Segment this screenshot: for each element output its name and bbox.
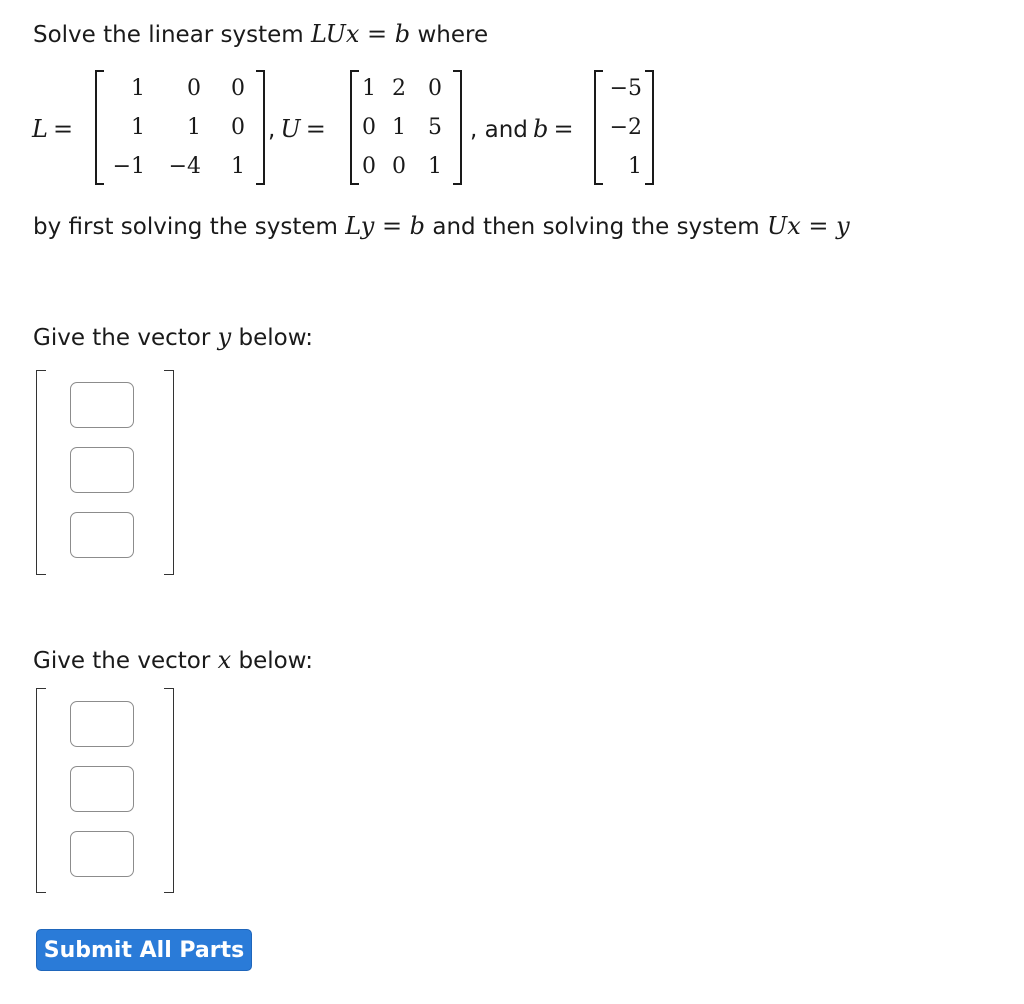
method-equation-1: Ly = b: [345, 212, 426, 240]
matrix-cell: −4: [168, 154, 201, 179]
equals-sign: =: [53, 115, 74, 143]
y3-input[interactable]: [70, 512, 134, 558]
right-bracket: [645, 70, 654, 185]
matrix-cell: 0: [231, 115, 245, 140]
L-matrix: [95, 70, 265, 185]
x-vector-input: [36, 688, 174, 893]
matrix-cell: 1: [231, 154, 245, 179]
vector-cell: −2: [609, 115, 642, 140]
U-matrix: [350, 70, 462, 185]
intro-line: [33, 20, 488, 49]
x2-input[interactable]: [70, 766, 134, 812]
U-label: [268, 115, 326, 144]
L-symbol: L: [32, 115, 48, 143]
matrix-cell: 1: [392, 115, 406, 140]
matrix-cell: 0: [392, 154, 406, 179]
equals-sign: =: [553, 115, 574, 143]
L-label: [32, 115, 73, 143]
U-symbol: U: [280, 115, 301, 143]
prompt-text: Give the vector: [33, 325, 211, 351]
y-vector-input: [36, 370, 174, 575]
right-bracket: [256, 70, 265, 185]
prompt-var: x: [217, 646, 232, 674]
prompt-var: y: [217, 323, 232, 351]
submit-all-parts-button[interactable]: Submit All Parts: [36, 929, 252, 971]
matrix-cell: 0: [231, 76, 245, 101]
right-bracket: [453, 70, 462, 185]
matrix-cell: 1: [131, 115, 145, 140]
b-vector: [594, 70, 654, 185]
method-line: [33, 212, 850, 241]
intro-where: where: [417, 22, 489, 48]
method-text-1: by first solving the system: [33, 214, 338, 240]
prompt-y: [33, 323, 313, 352]
left-bracket: [36, 688, 46, 893]
comma: ,: [268, 117, 276, 143]
matrix-cell: 1: [362, 76, 376, 101]
prompt-text: below:: [238, 325, 313, 351]
left-bracket: [36, 370, 46, 575]
y2-input[interactable]: [70, 447, 134, 493]
intro-text: Solve the linear system: [33, 22, 304, 48]
method-text-2: and then solving the system: [432, 214, 760, 240]
matrix-cell: −1: [112, 154, 145, 179]
matrix-cell: 0: [362, 154, 376, 179]
method-equation-2: Ux = y: [767, 212, 850, 240]
vector-cell: 1: [628, 154, 642, 179]
matrix-cell: 0: [428, 76, 442, 101]
matrix-cell: 2: [392, 76, 406, 101]
matrix-cell: 1: [131, 76, 145, 101]
right-bracket: [164, 370, 174, 575]
matrix-cell: 0: [362, 115, 376, 140]
right-bracket: [164, 688, 174, 893]
prompt-text: below:: [238, 648, 313, 674]
matrix-cell: 5: [428, 115, 442, 140]
and-text: , and: [470, 117, 528, 143]
b-label: [470, 115, 574, 144]
x1-input[interactable]: [70, 701, 134, 747]
prompt-text: Give the vector: [33, 648, 211, 674]
prompt-x: [33, 646, 313, 675]
y1-input[interactable]: [70, 382, 134, 428]
x3-input[interactable]: [70, 831, 134, 877]
intro-equation: LUx = b: [311, 20, 411, 48]
equals-sign: =: [305, 115, 326, 143]
matrix-cell: 1: [187, 115, 201, 140]
matrix-cell: 0: [187, 76, 201, 101]
vector-cell: −5: [609, 76, 642, 101]
b-symbol: b: [533, 115, 549, 143]
matrix-cell: 1: [428, 154, 442, 179]
